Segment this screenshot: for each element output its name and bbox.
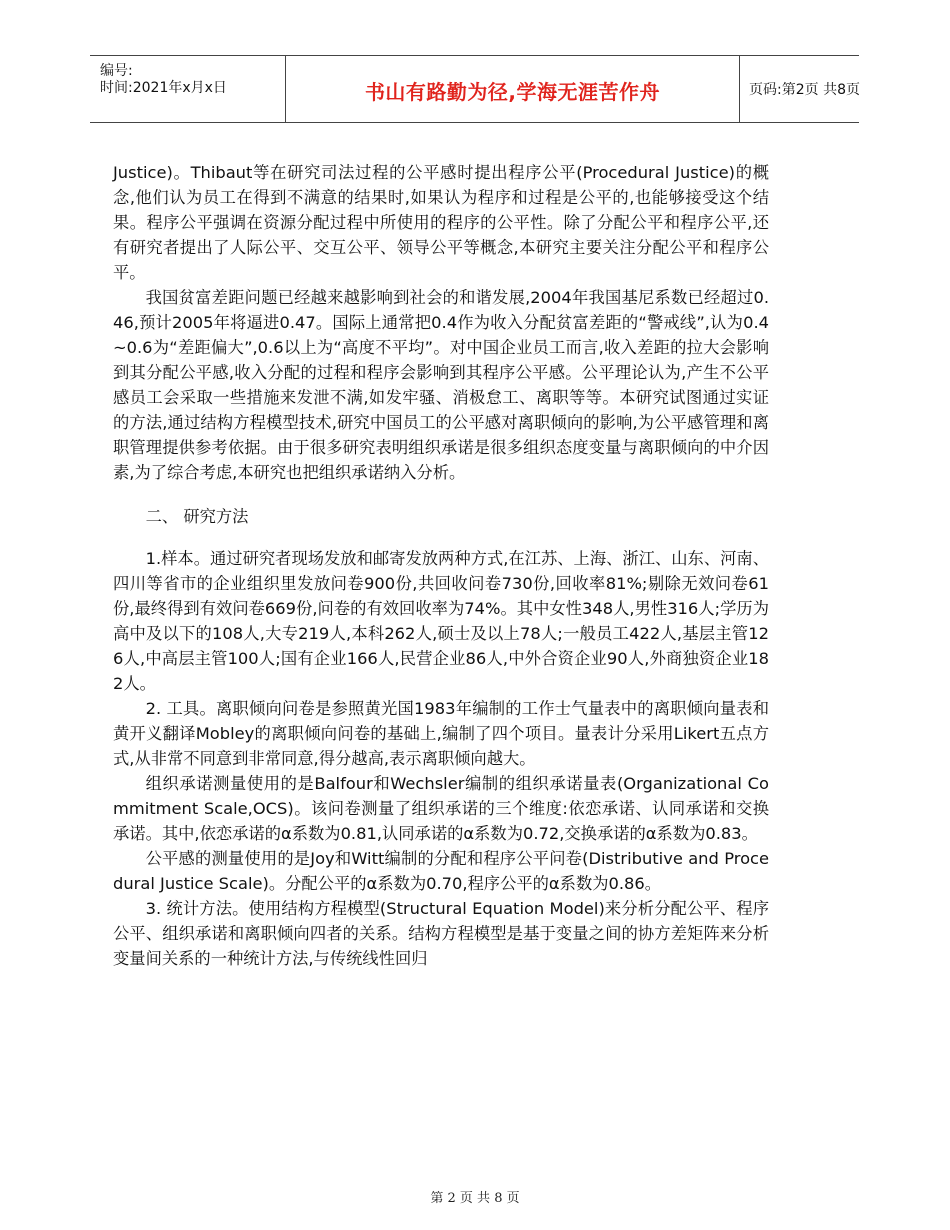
document-body: [113, 160, 769, 971]
header-page-cell: [739, 56, 859, 122]
section-heading: 二、 研究方法: [145, 507, 249, 526]
page-header: [90, 55, 859, 123]
body-paragraph: 2. 工具。离职倾向问卷是参照黄光国1983年编制的工作士气量表中的离职倾向量表和黄开义翻译Mobley的离职倾向问卷的基础上,编制了四个项目。量表计分采用Likert五点方式,从非常不同意到非常同意,得分越高,表示离职倾向越大。: [113, 699, 769, 768]
header-meta-cell: [90, 56, 285, 122]
header-motto-cell: [285, 56, 740, 122]
header-motto: 书山有路勤为径,学海无涯苦作舟: [364, 80, 661, 104]
body-paragraph: 我国贫富差距问题已经越来越影响到社会的和谐发展,2004年我国基尼系数已经超过0.46,预计2005年将逼进0.47。国际上通常把0.4作为收入分配贫富差距的“警戒线”,认为0.4~0.6为“差距偏大”,0.6以上为“高度不平均”。对中国企业员工而言,收入差距的拉大会影响到其分配公平感,收入分配的过程和程序会影响到其程序公平感。公平理论认为,产生不公平感员工会采取一些措施来发泄不满,如发牢骚、消极怠工、离职等等。本研究试图通过实证的方法,通过结构方程模型技术,研究中国员工的公平感对离职倾向的影响,为公平感管理和离职管理提供参考依据。由于很多研究表明组织承诺是很多组织态度变量与离职倾向的中介因素,为了综合考虑,本研究也把组织承诺纳入分析。: [113, 288, 769, 482]
header-page-info: 页码:第2页 共8页: [749, 82, 860, 98]
body-paragraph: 公平感的测量使用的是Joy和Witt编制的分配和程序公平问卷(Distributive and Procedural Justice Scale)。分配公平的α系数为0.70,程序公平的α系数为0.86。: [113, 849, 769, 893]
body-paragraph: 3. 统计方法。使用结构方程模型(Structural Equation Model)来分析分配公平、程序公平、组织承诺和离职倾向四者的关系。结构方程模型是基于变量之间的协方差矩阵来分析变量间关系的一种统计方法,与传统线性回归: [113, 899, 769, 968]
body-paragraph: 组织承诺测量使用的是Balfour和Wechsler编制的组织承诺量表(Organizational Commitment Scale,OCS)。该问卷测量了组织承诺的三个维度:依恋承诺、认同承诺和交换承诺。其中,依恋承诺的α系数为0.81,认同承诺的α系数为0.72,交换承诺的α系数为0.83。: [113, 774, 769, 843]
document-number-label: 编号:: [100, 63, 133, 79]
page-footer: 第 2 页 共 8 页: [430, 1191, 520, 1206]
body-paragraph: 1.样本。通过研究者现场发放和邮寄发放两种方式,在江苏、上海、浙江、山东、河南、四川等省市的企业组织里发放问卷900份,共回收问卷730份,回收率81%;剔除无效问卷61份,最终得到有效问卷669份,问卷的有效回收率为74%。其中女性348人,男性316人;学历为高中及以下的108人,大专219人,本科262人,硕士及以上78人;一般员工422人,基层主管126人,中高层主管100人;国有企业166人,民营企业86人,中外合资企业90人,外商独资企业182人。: [113, 549, 769, 693]
document-date-label: 时间:2021年x月x日: [100, 80, 227, 96]
body-paragraph: Justice)。Thibaut等在研究司法过程的公平感时提出程序公平(Procedural Justice)的概念,他们认为员工在得到不满意的结果时,如果认为程序和过程是公平的,也能够接受这个结果。程序公平强调在资源分配过程中所使用的程序的公平性。除了分配公平和程序公平,还有研究者提出了人际公平、交互公平、领导公平等概念,本研究主要关注分配公平和程序公平。: [113, 163, 769, 282]
